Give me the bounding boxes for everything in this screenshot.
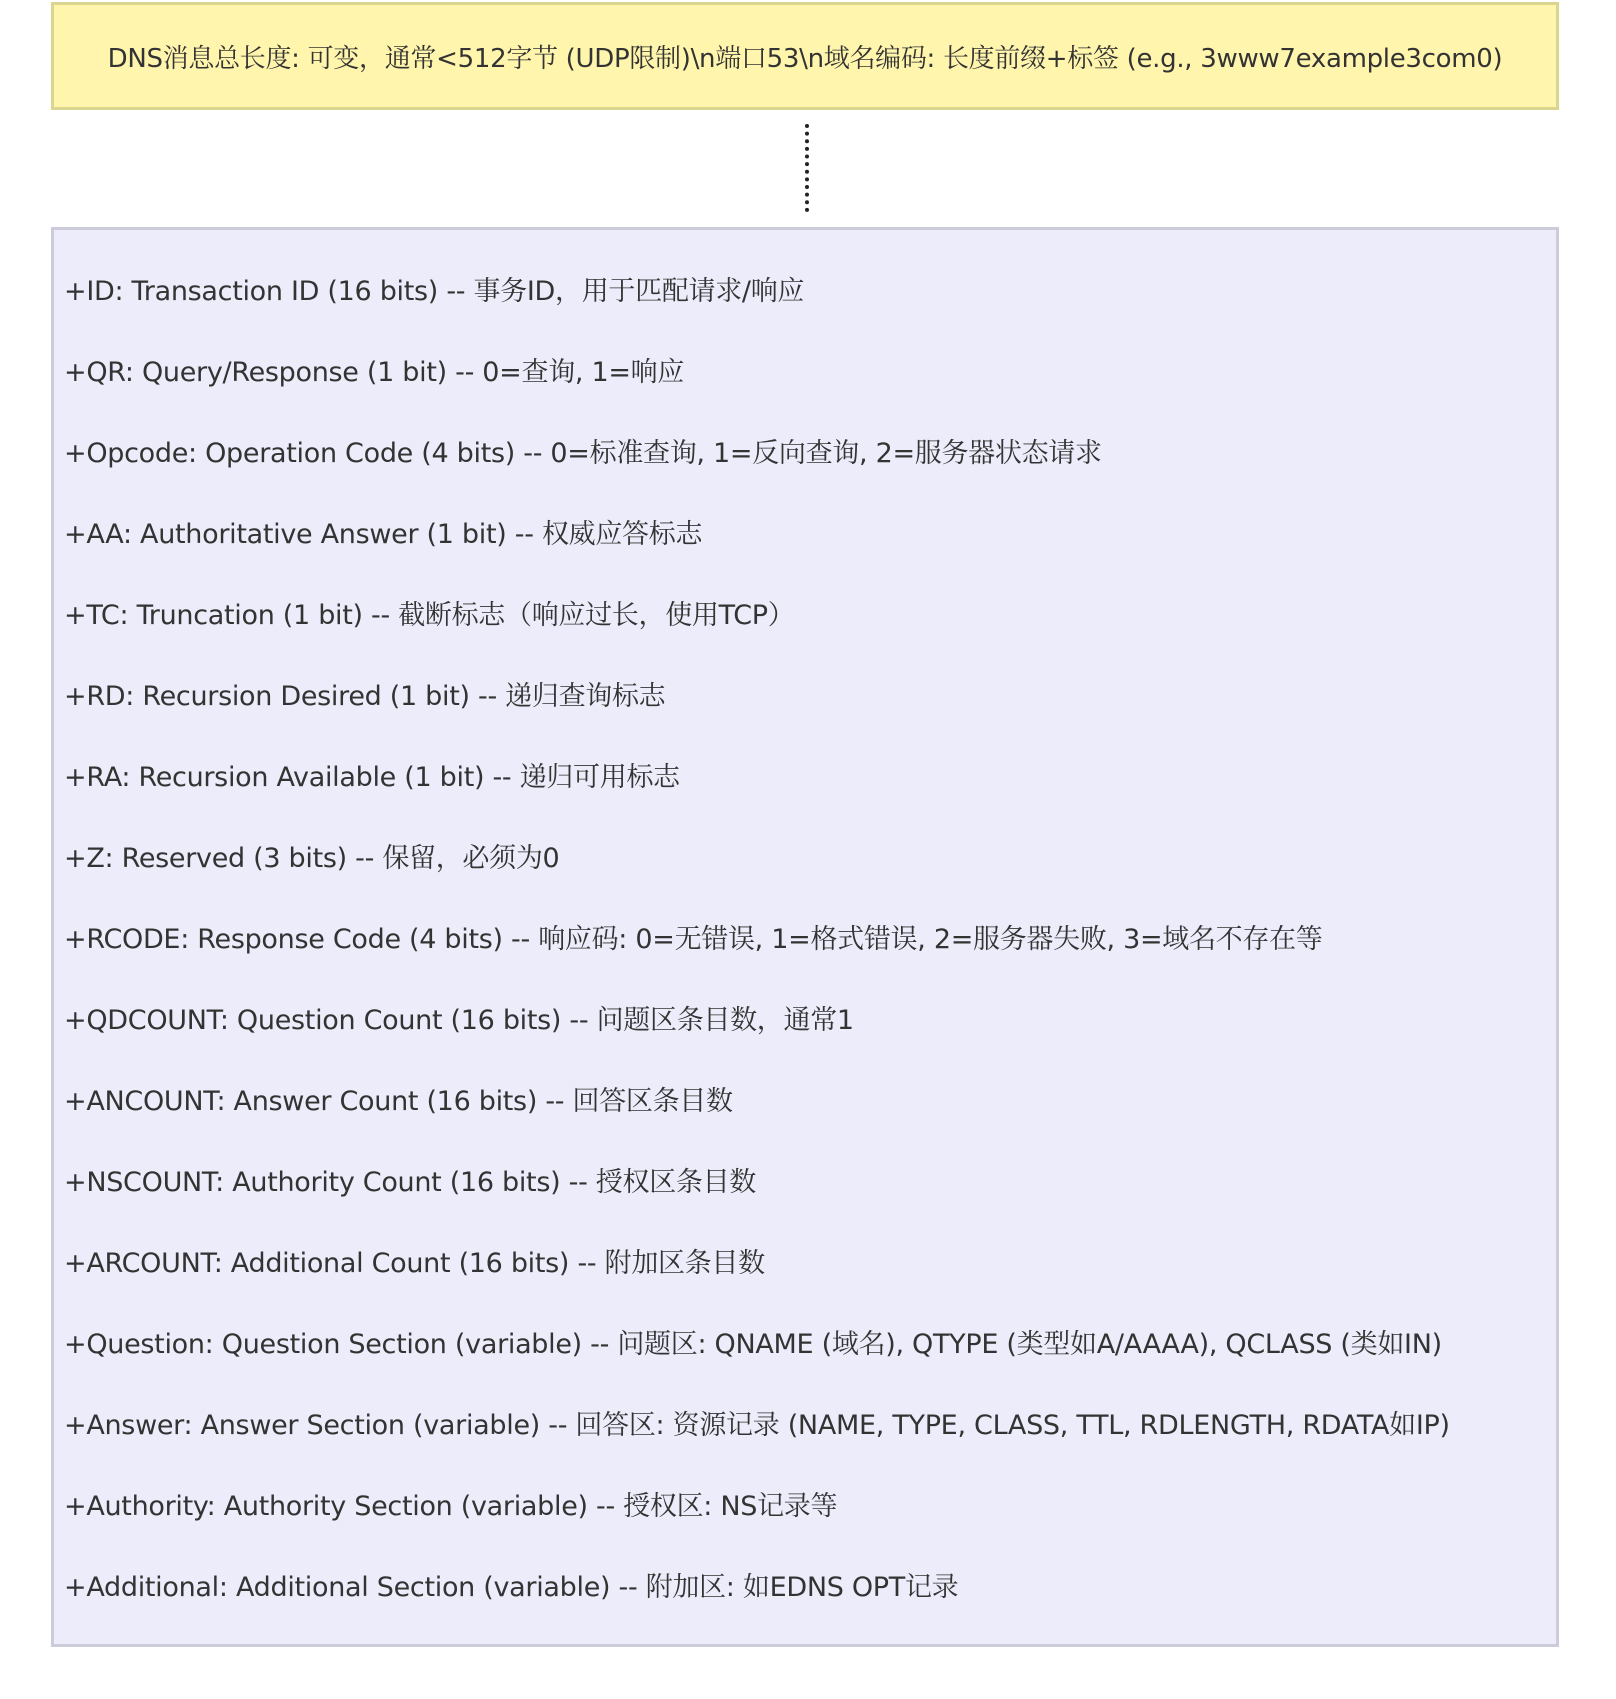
class-member: +RA: Recursion Available (1 bit) -- 递归可用标志 bbox=[64, 762, 680, 793]
class-member: +ID: Transaction ID (16 bits) -- 事务ID，用于匹配请求/响应 bbox=[64, 276, 805, 307]
class-member: +Question: Question Section (variable) -- 问题区: QNAME (域名), QTYPE (类型如A/AAAA), QCLASS (类如IN) bbox=[64, 1329, 1442, 1360]
dns-message-class-box bbox=[51, 227, 1559, 1647]
class-member: +Z: Reserved (3 bits) -- 保留，必须为0 bbox=[64, 843, 560, 874]
note-connector bbox=[805, 124, 809, 212]
class-member: +Authority: Authority Section (variable) -- 授权区: NS记录等 bbox=[64, 1491, 838, 1522]
class-member: +NSCOUNT: Authority Count (16 bits) -- 授权区条目数 bbox=[64, 1167, 756, 1198]
class-member: +Opcode: Operation Code (4 bits) -- 0=标准查询, 1=反向查询, 2=服务器状态请求 bbox=[64, 438, 1102, 469]
class-member: +ARCOUNT: Additional Count (16 bits) -- 附加区条目数 bbox=[64, 1248, 765, 1279]
class-member: +RD: Recursion Desired (1 bit) -- 递归查询标志 bbox=[64, 681, 666, 712]
class-member: +QDCOUNT: Question Count (16 bits) -- 问题区条目数，通常1 bbox=[64, 1005, 854, 1036]
note-text: DNS消息总长度: 可变，通常<512字节 (UDP限制)\n端口53\n域名编码: 长度前缀+标签 (e.g., 3www7example3com0) bbox=[107, 43, 1503, 74]
class-member: +ANCOUNT: Answer Count (16 bits) -- 回答区条目数 bbox=[64, 1086, 733, 1117]
class-member: +Additional: Additional Section (variable) -- 附加区: 如EDNS OPT记录 bbox=[64, 1572, 959, 1603]
class-member: +QR: Query/Response (1 bit) -- 0=查询, 1=响应 bbox=[64, 357, 685, 388]
class-members bbox=[64, 230, 1556, 1644]
class-member: +AA: Authoritative Answer (1 bit) -- 权威应答标志 bbox=[64, 519, 703, 550]
class-member: +TC: Truncation (1 bit) -- 截断标志（响应过长，使用TCP） bbox=[64, 600, 795, 631]
class-member: +Answer: Answer Section (variable) -- 回答区: 资源记录 (NAME, TYPE, CLASS, TTL, RDLENGTH, RDATA如IP) bbox=[64, 1410, 1450, 1441]
dns-note bbox=[51, 2, 1559, 110]
class-member: +RCODE: Response Code (4 bits) -- 响应码: 0=无错误, 1=格式错误, 2=服务器失败, 3=域名不存在等 bbox=[64, 924, 1323, 955]
